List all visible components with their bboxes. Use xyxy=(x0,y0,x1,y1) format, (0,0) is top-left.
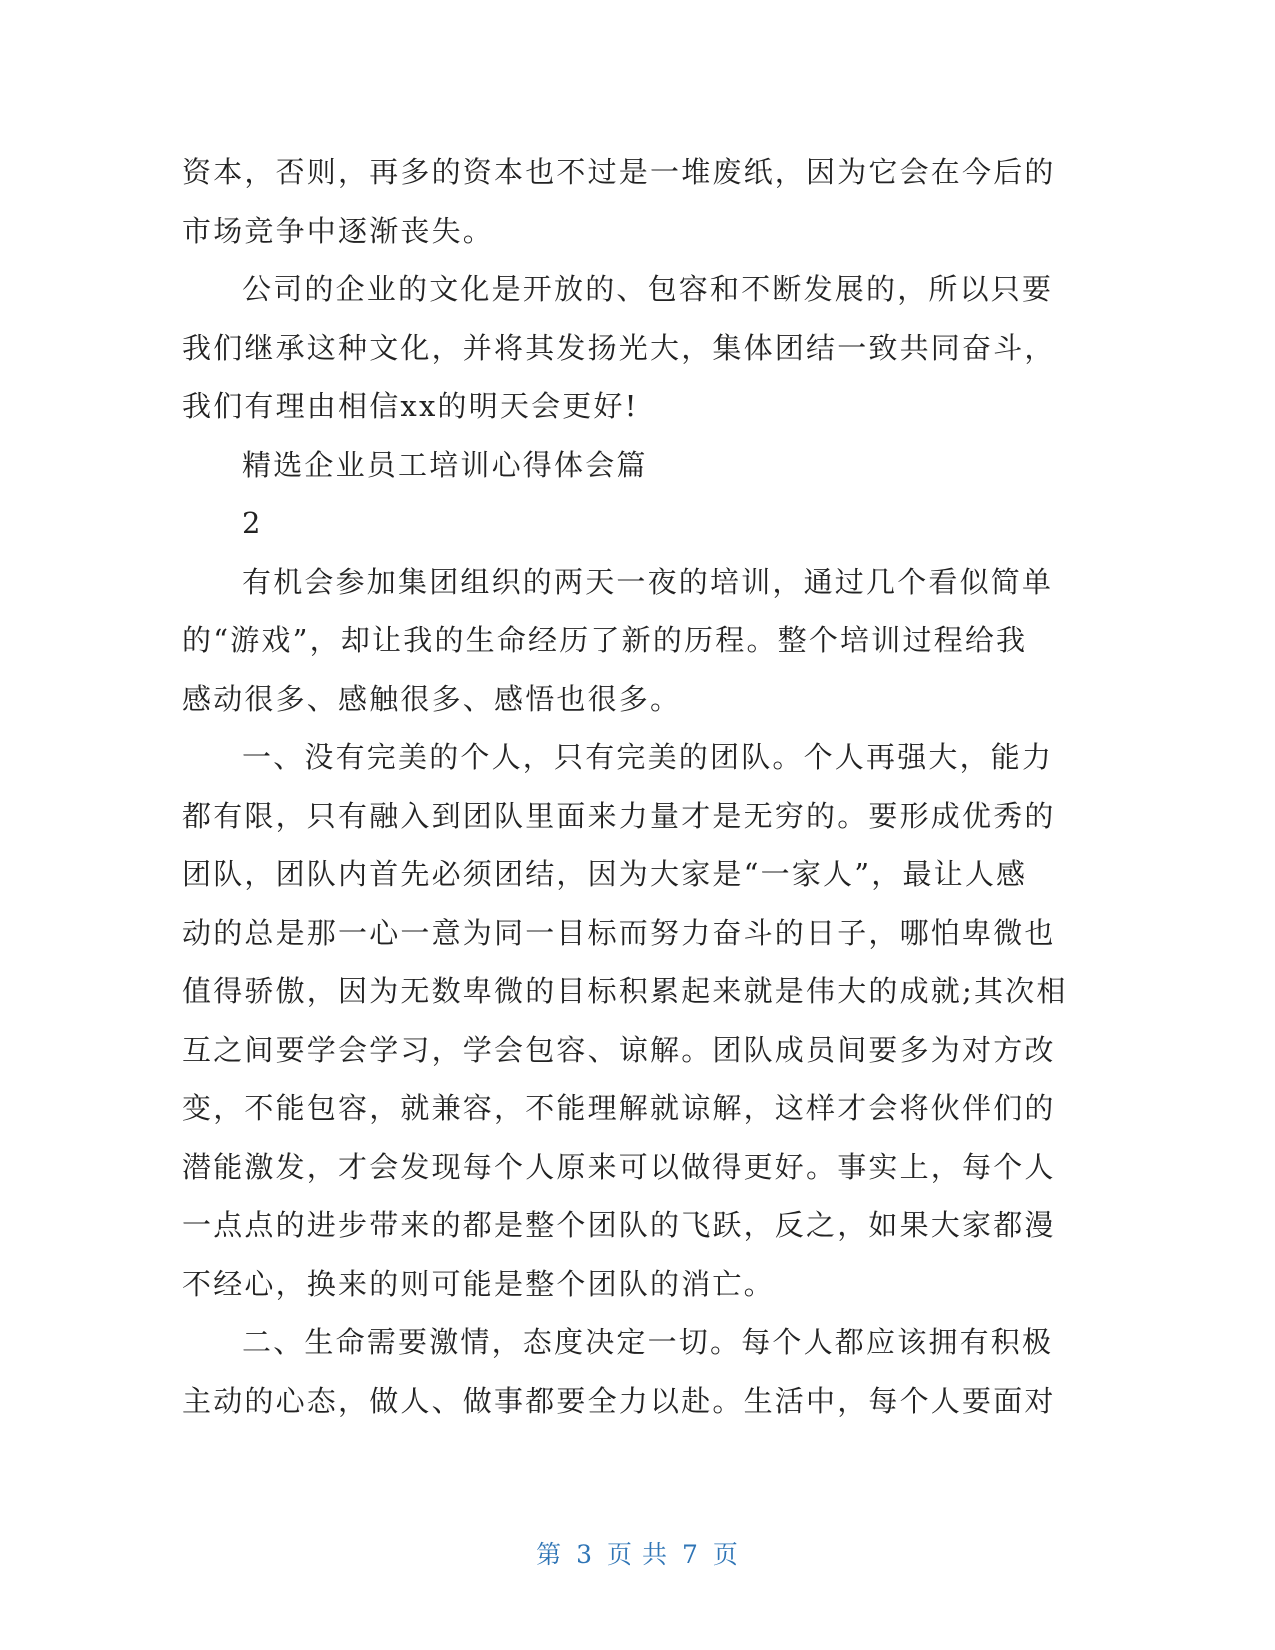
text-line: 资本，否则，再多的资本也不过是一堆废纸，因为它会在今后的 xyxy=(182,155,1056,189)
text-line: 动的总是那一心一意为同一目标而努力奋斗的日子，哪怕卑微也 xyxy=(182,915,1056,950)
text-line: 市场竞争中逐渐丧失。 xyxy=(182,213,495,248)
document-body xyxy=(182,143,1068,1430)
page-footer xyxy=(0,1535,1275,1571)
footer-middle: 页 共 xyxy=(607,1540,668,1569)
text-line: 二、生命需要激情，态度决定一切。每个人都应该拥有积极 xyxy=(242,1325,1054,1359)
text-line: 主动的心态，做人、做事都要全力以赴。生活中，每个人要面对 xyxy=(182,1383,1056,1418)
document-text xyxy=(182,143,1068,1430)
text-line: 值得骄傲，因为无数卑微的目标积累起来就是伟大的成就;其次相 xyxy=(182,974,1068,1008)
text-line: 有机会参加集团组织的两天一夜的培训，通过几个看似简单 xyxy=(242,564,1054,599)
footer-prefix: 第 xyxy=(536,1540,563,1569)
text-line: 互之间要学会学习，学会包容、谅解。团队成员间要多为对方改 xyxy=(182,1032,1056,1067)
text-line: 公司的企业的文化是开放的、包容和不断发展的，所以只要 xyxy=(242,272,1054,306)
section-heading-number: 2 xyxy=(242,506,263,540)
text-line: 都有限，只有融入到团队里面来力量才是无穷的。要形成优秀的 xyxy=(182,798,1056,833)
text-line: 一点点的进步带来的都是整个团队的飞跃，反之，如果大家都漫 xyxy=(182,1208,1056,1242)
current-page-number: 3 xyxy=(576,1540,594,1569)
total-pages-number: 7 xyxy=(681,1540,699,1569)
text-line: 的“游戏”，却让我的生命经历了新的历程。整个培训过程给我 xyxy=(182,623,1028,657)
text-line: 一、没有完美的个人，只有完美的团队。个人再强大，能力 xyxy=(242,740,1054,774)
text-line: 我们有理由相信xx的明天会更好! xyxy=(182,389,639,423)
text-line: 不经心，换来的则可能是整个团队的消亡。 xyxy=(182,1266,775,1301)
section-heading: 精选企业员工培训心得体会篇 xyxy=(242,447,648,482)
text-line: 变，不能包容，就兼容，不能理解就谅解，这样才会将伙伴们的 xyxy=(182,1091,1056,1125)
text-line: 团队，团队内首先必须团结，因为大家是“一家人”，最让人感 xyxy=(182,857,1028,891)
text-line: 潜能激发，才会发现每个人原来可以做得更好。事实上，每个人 xyxy=(182,1149,1056,1184)
footer-suffix: 页 xyxy=(712,1540,739,1569)
text-line: 我们继承这种文化，并将其发扬光大，集体团结一致共同奋斗， xyxy=(182,330,1056,365)
text-line: 感动很多、感触很多、感悟也很多。 xyxy=(182,681,682,716)
